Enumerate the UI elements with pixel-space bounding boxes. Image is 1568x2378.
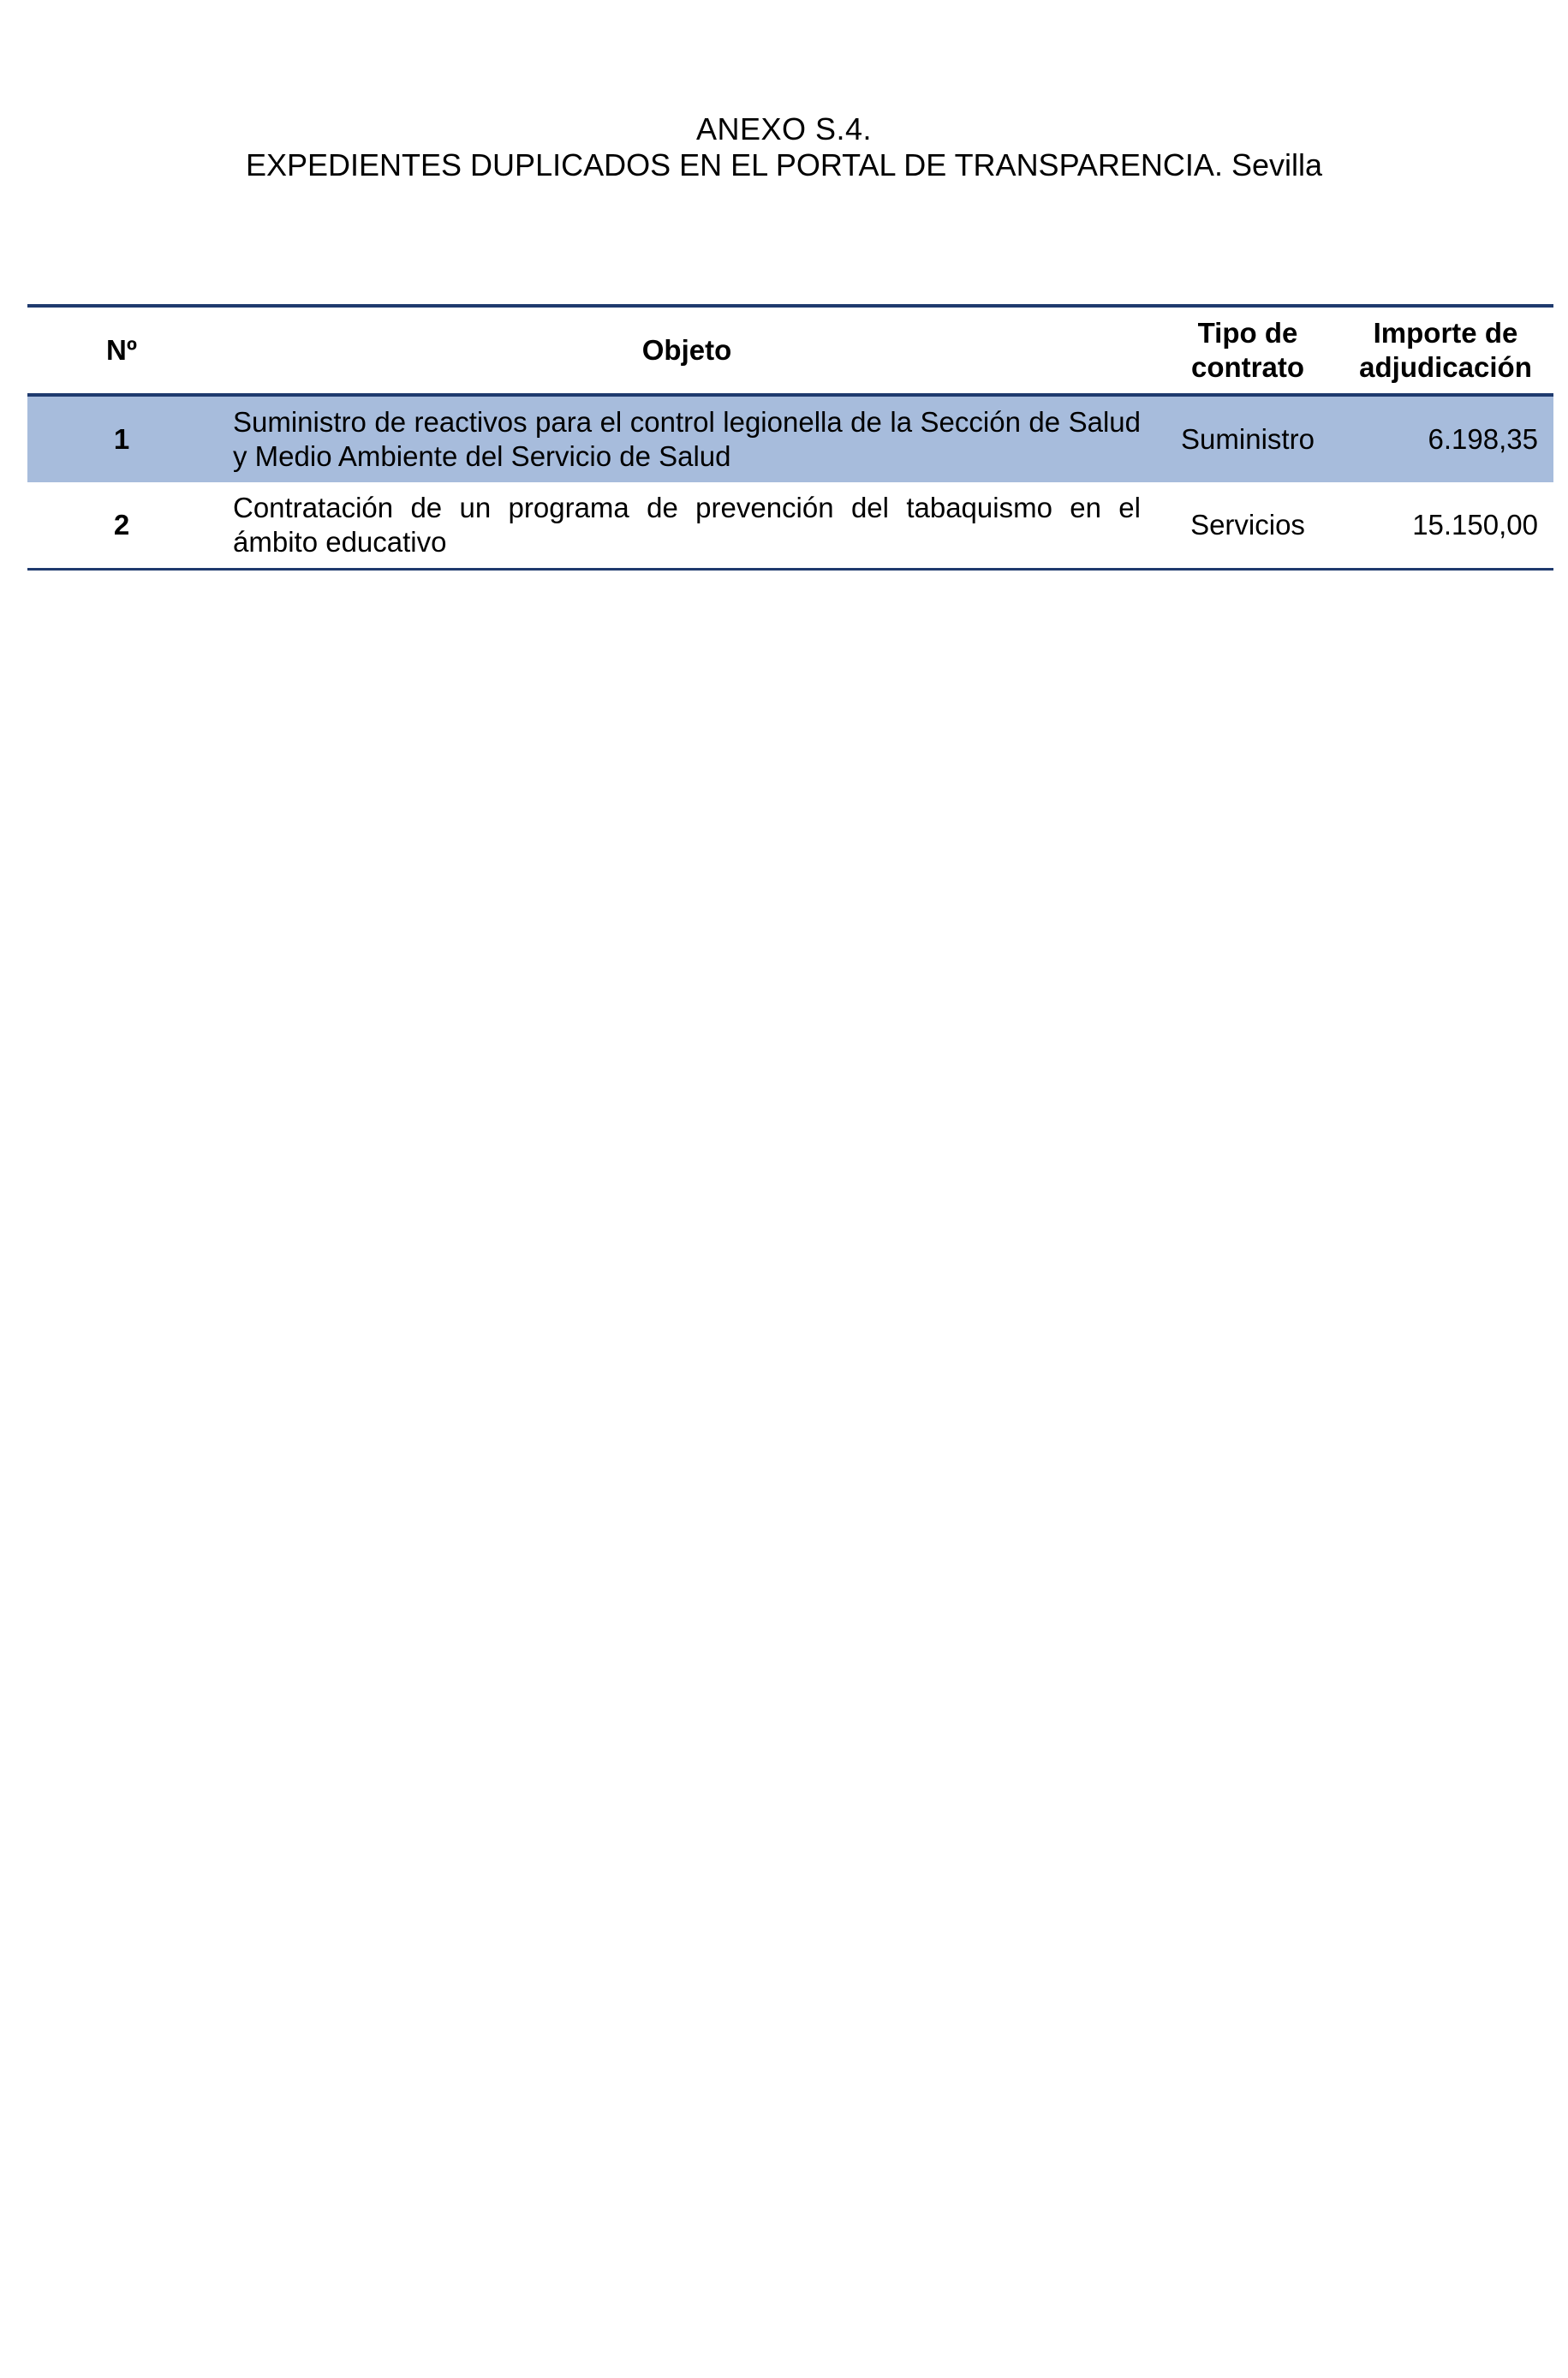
header-tipo: Tipo de contrato	[1191, 317, 1304, 383]
header-objeto: Objeto	[641, 334, 732, 366]
table-row	[27, 482, 1553, 570]
row-objeto: Suministro de reactivos para el control legionella de la Sección de Salud y Medio Ambiente del Servicio de Salud	[216, 395, 1158, 482]
duplicates-table-container	[27, 304, 1553, 571]
annex-title: ANEXO S.4.	[695, 111, 873, 146]
row-tipo: Servicios	[1190, 509, 1305, 541]
header-num: Nº	[106, 334, 137, 366]
row-num: 1	[27, 395, 216, 482]
table-row	[27, 395, 1553, 482]
header-row	[27, 306, 1553, 395]
row-tipo: Suministro	[1158, 395, 1338, 482]
table-body	[27, 395, 1553, 570]
header-importe: Importe de adjudicación	[1359, 317, 1532, 383]
annex-subtitle: EXPEDIENTES DUPLICADOS EN EL PORTAL DE TRANSPARENCIA. Sevilla	[245, 147, 1322, 182]
duplicates-table	[27, 304, 1553, 571]
row-objeto: Contratación de un programa de prevención del tabaquismo en el ámbito educativo	[233, 492, 1141, 558]
row-num: 2	[113, 509, 130, 541]
table-header	[27, 306, 1553, 395]
row-importe: 15.150,00	[1412, 509, 1538, 541]
document-title	[0, 111, 1568, 183]
row-importe: 6.198,35	[1338, 395, 1553, 482]
